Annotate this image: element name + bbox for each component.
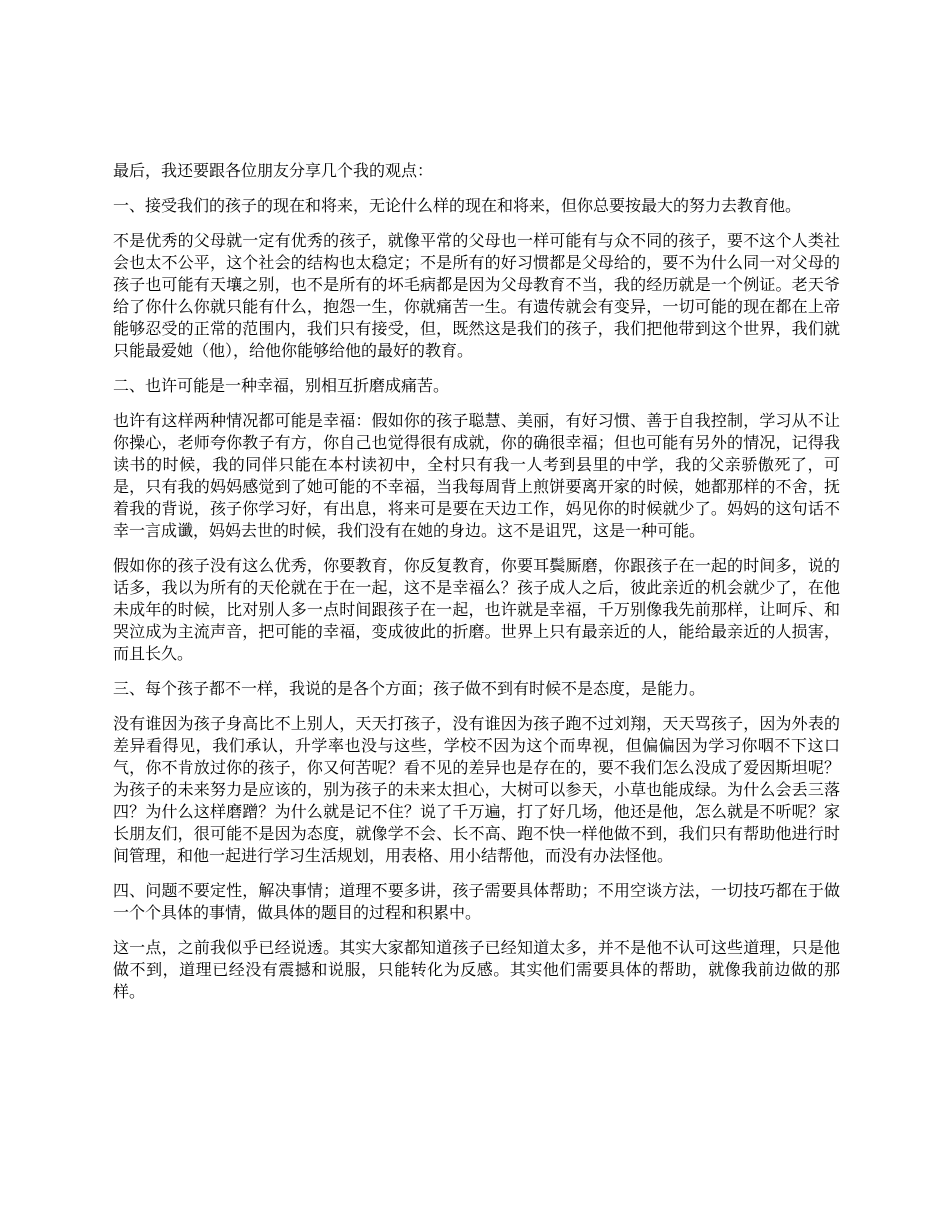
paragraph-point-1-body: 不是优秀的父母就一定有优秀的孩子，就像平常的父母也一样可能有与众不同的孩子，要不这个人类社会也太不公平，这个社会的结构也太稳定；不是所有的好习惯都是父母给的，要不为什么同一对父母的孩子也可能有天壤之别，也不是所有的坏毛病都是因为父母教育不当，我的经历就是一个例证。老天爷给了你什么你就只能有什么，抱怨一生，你就痛苦一生。有遗传就会有变异，一切可能的现在都在上帝能够忍受的正常的范围内，我们只有接受，但，既然这是我们的孩子，我们把他带到这个世界，我们就只能最爱她（他），给他你能够给他的最好的教育。	[113, 231, 840, 360]
paragraph-intro: 最后，我还要跟各位朋友分享几个我的观点：	[113, 161, 434, 180]
paragraph-point-2-heading: 二、也许可能是一种幸福，别相互折磨成痛苦。	[113, 376, 450, 395]
paragraph-point-1-heading: 一、接受我们的孩子的现在和将来，无论什么样的现在和将来，但你总要按最大的努力去教育他。	[113, 196, 802, 215]
paragraph-point-2-body-2: 假如你的孩子没有这么优秀，你要教育，你反复教育，你要耳鬓厮磨，你跟孩子在一起的时间多，说的话多，我以为所有的天伦就在于在一起，这不是幸福么？孩子成人之后，彼此亲近的机会就少了，在他未成年的时候，比对别人多一点时间跟孩子在一起，也许就是幸福，千万别像我先前那样，让呵斥、和哭泣成为主流声音，把可能的幸福，变成彼此的折磨。世界上只有最亲近的人，能给最亲近的人损害，而且长久。	[113, 556, 840, 663]
paragraph-point-3-heading: 三、每个孩子都不一样，我说的是各个方面；孩子做不到有时候不是态度，是能力。	[113, 679, 706, 698]
paragraph-point-4-body: 这一点，之前我似乎已经说透。其实大家都知道孩子已经知道太多，并不是他不认可这些道理，只是他做不到，道理已经没有震撼和说服，只能转化为反感。其实他们需要具体的帮助，就像我前边做的那样。	[113, 938, 840, 1001]
document-body	[113, 160, 840, 1016]
paragraph-point-3-body: 没有谁因为孩子身高比不上别人，天天打孩子，没有谁因为孩子跑不过刘翔，天天骂孩子，因为外表的差异看得见，我们承认，升学率也没与这些，学校不因为这个而卑视，但偏偏因为学习你咽不下这口气，你不肯放过你的孩子，你又何苦呢？看不见的差异也是存在的，要不我们怎么没成了爱因斯坦呢？为孩子的未来努力是应该的，别为孩子的未来太担心，大树可以参天，小草也能成绿。为什么会丢三落四？为什么这样磨蹭？为什么就是记不住？说了千万遍，打了好几场，他还是他，怎么就是不听呢？家长朋友们，很可能不是因为态度，就像学不会、长不高、跑不快一样他做不到，我们只有帮助他进行时间管理，和他一起进行学习生活规划，用表格、用小结帮他，而没有办法怪他。	[113, 714, 840, 865]
paragraph-point-2-body-1: 也许有这样两种情况都可能是幸福：假如你的孩子聪慧、美丽，有好习惯、善于自我控制，学习从不让你操心，老师夸你教子有方，你自己也觉得很有成就，你的确很幸福；但也可能有另外的情况，记得我读书的时候，我的同伴只能在本村读初中，全村只有我一人考到县里的中学，我的父亲骄傲死了，可是，只有我的妈妈感觉到了她可能的不幸福，当我每周背上煎饼要离开家的时候，她都那样的不舍，抚着我的背说，孩子你学习好，有出息，将来可是要在天边工作，妈见你的时候就少了。妈妈的这句话不幸一言成谶，妈妈去世的时候，我们没有在她的身边。这不是诅咒，这是一种可能。	[113, 411, 840, 540]
paragraph-point-4-heading: 四、问题不要定性，解决事情；道理不要多讲，孩子需要具体帮助；不用空谈方法，一切技巧都在于做一个个具体的事情，做具体的题目的过程和积累中。	[113, 881, 840, 922]
